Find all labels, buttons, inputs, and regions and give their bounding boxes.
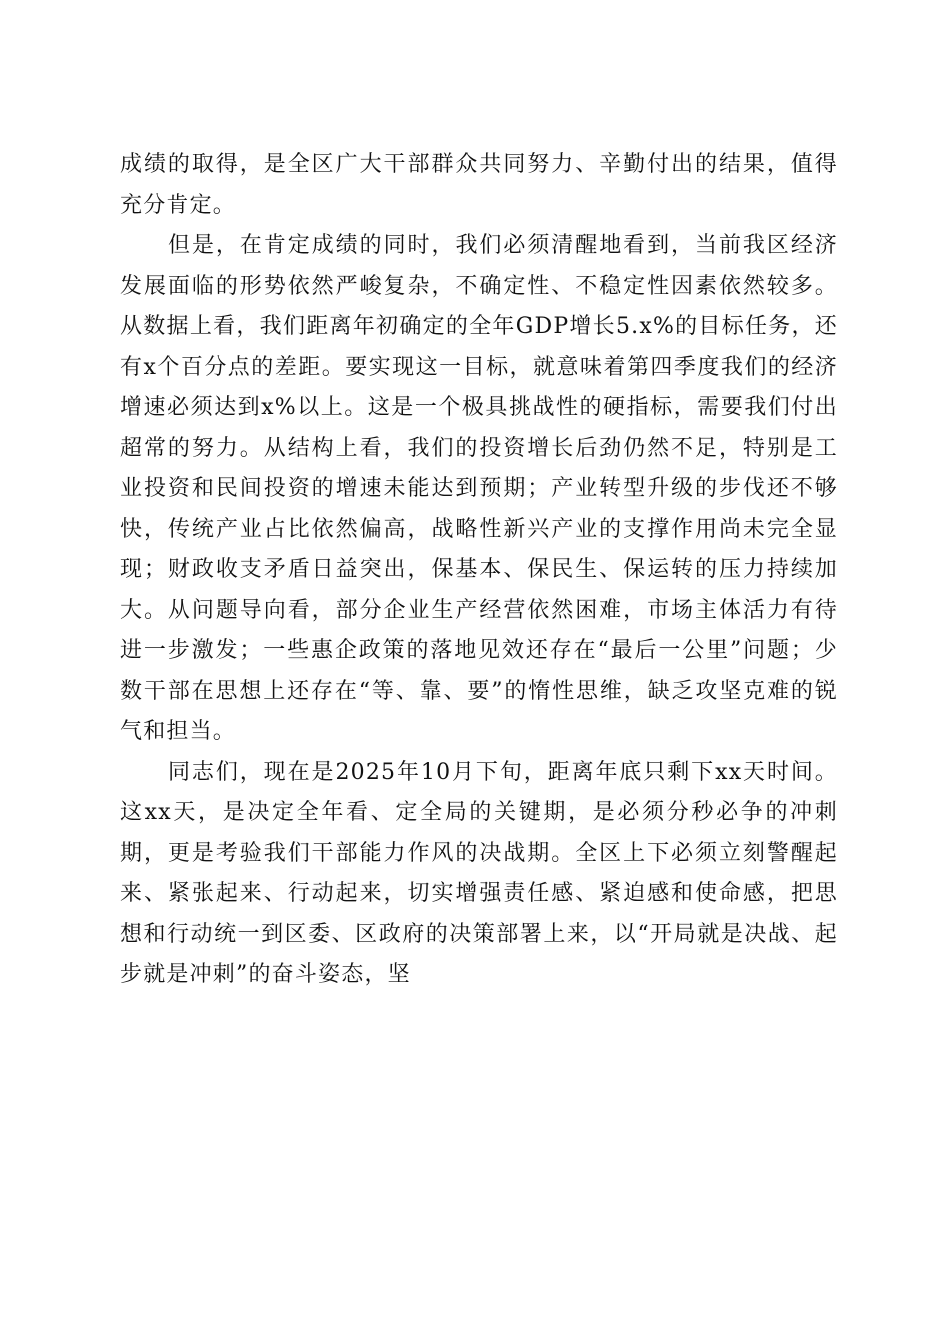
paragraph-continuation: 成绩的取得，是全区广大干部群众共同努力、辛勤付出的结果，值得充分肯定。 — [120, 152, 838, 218]
document-page — [120, 145, 838, 996]
paragraph-call-to-action: 同志们，现在是2025年10月下旬，距离年底只剩下xx天时间。这xx天，是决定全年看、定全局的关键期，是必须分秒必争的冲刺期，更是考验我们干部能力作风的决战期。全区上下必须立刻警醒起来、紧张起来、行动起来，切实增强责任感、紧迫感和使命感，把思想和行动统一到区委、区政府的决策部署上来，以“开局就是决战、起步就是冲刺”的奋斗姿态，坚 — [120, 759, 838, 987]
paragraph-challenges: 但是，在肯定成绩的同时，我们必须清醒地看到，当前我区经济发展面临的形势依然严峻复杂，不确定性、不稳定性因素依然较多。从数据上看，我们距离年初确定的全年GDP增长5.x%的目标任务，还有x个百分点的差距。要实现这一目标，就意味着第四季度我们的经济增速必须达到x%以上。这是一个极具挑战性的硬指标，需要我们付出超常的努力。从结构上看，我们的投资增长后劲仍然不足，特别是工业投资和民间投资的增速未能达到预期；产业转型升级的步伐还不够快，传统产业占比依然偏高，战略性新兴产业的支撑作用尚未完全显现；财政收支矛盾日益突出，保基本、保民生、保运转的压力持续加大。从问题导向看，部分企业生产经营依然困难，市场主体活力有待进一步激发；一些惠企政策的落地见效还存在“最后一公里”问题；少数干部在思想上还存在“等、靠、要”的惰性思维，缺乏攻坚克难的锐气和担当。 — [120, 233, 838, 744]
